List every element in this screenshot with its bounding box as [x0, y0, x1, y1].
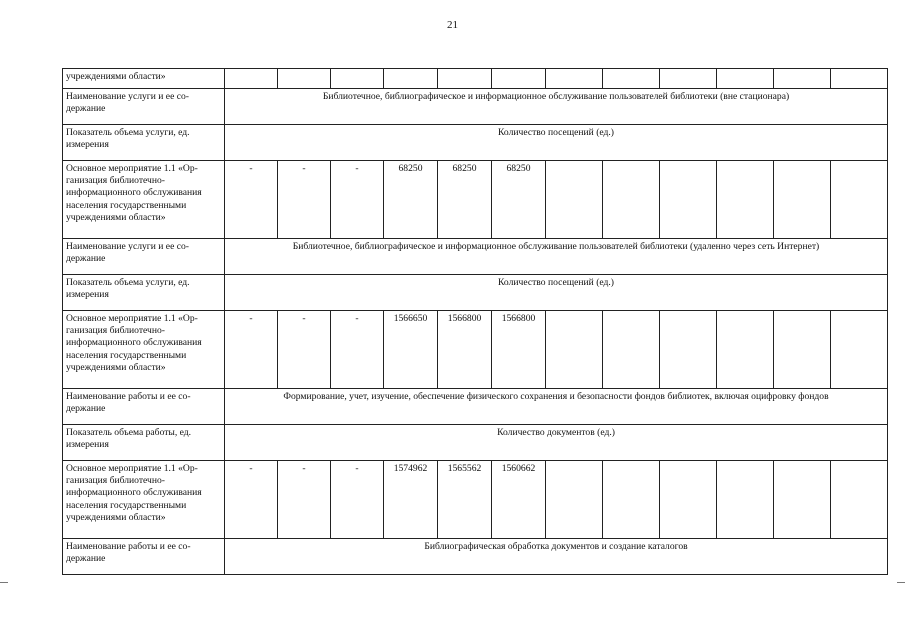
value-cell — [603, 161, 660, 239]
empty-cell — [278, 69, 331, 89]
table-row-name — [63, 389, 888, 425]
table-row-indicator — [63, 275, 888, 311]
empty-cell — [603, 69, 660, 89]
value-cell — [546, 311, 603, 389]
value-cell: - — [331, 161, 384, 239]
empty-cell — [331, 69, 384, 89]
value-cell — [546, 161, 603, 239]
indicator-cell: Количество посещений (ед.) — [225, 275, 888, 311]
value-cell: - — [331, 461, 384, 539]
value-cell — [831, 311, 888, 389]
value-cell: - — [225, 461, 278, 539]
table-row-name — [63, 89, 888, 125]
value-cell — [717, 311, 774, 389]
value-cell — [774, 311, 831, 389]
value-cell — [774, 161, 831, 239]
empty-cell — [774, 69, 831, 89]
row-label: Основное мероприятие 1.1 «Ор-ганизация библиотечно-информационного обслуживания населения государственными учреждениями области» — [63, 311, 225, 389]
row-label: Показатель объема работы, ед. измерения — [63, 425, 225, 461]
row-label: Основное мероприятие 1.1 «Ор-ганизация библиотечно-информационного обслуживания населения государственными учреждениями области» — [63, 161, 225, 239]
value-cell: 1574962 — [384, 461, 438, 539]
value-cell — [831, 461, 888, 539]
table-row-continuation — [63, 69, 888, 89]
value-cell: 1560662 — [492, 461, 546, 539]
value-cell: - — [278, 461, 331, 539]
empty-cell — [546, 69, 603, 89]
value-cell: - — [225, 311, 278, 389]
left-edge-mark — [0, 582, 8, 583]
empty-cell — [492, 69, 546, 89]
page-number: 21 — [447, 19, 458, 31]
value-cell — [546, 461, 603, 539]
service-name-cell: Библиотечное, библиографическое и информационное обслуживание пользователей библиотеки (вне стационара) — [225, 89, 888, 125]
indicator-cell: Количество документов (ед.) — [225, 425, 888, 461]
value-cell: - — [225, 161, 278, 239]
table-row-indicator — [63, 425, 888, 461]
row-label: Показатель объема услуги, ед. измерения — [63, 275, 225, 311]
indicator-cell: Количество посещений (ед.) — [225, 125, 888, 161]
service-name-cell: Библиографическая обработка документов и создание каталогов — [225, 539, 888, 575]
value-cell — [831, 161, 888, 239]
row-label: Наименование работы и ее со-держание — [63, 539, 225, 575]
table-row-measure — [63, 461, 888, 539]
row-label: Показатель объема услуги, ед. измерения — [63, 125, 225, 161]
row-label: Наименование работы и ее со-держание — [63, 389, 225, 425]
value-cell — [603, 461, 660, 539]
value-cell — [603, 311, 660, 389]
empty-cell — [438, 69, 492, 89]
value-cell — [717, 161, 774, 239]
row-label: Наименование услуги и ее со-держание — [63, 239, 225, 275]
empty-cell — [717, 69, 774, 89]
table-row-name — [63, 239, 888, 275]
program-table — [62, 68, 888, 575]
value-cell — [717, 461, 774, 539]
value-cell — [660, 311, 717, 389]
table-row-indicator — [63, 125, 888, 161]
value-cell: 68250 — [384, 161, 438, 239]
value-cell — [660, 461, 717, 539]
table-row-measure — [63, 311, 888, 389]
right-edge-mark — [897, 582, 905, 583]
empty-cell — [831, 69, 888, 89]
row-label: Основное мероприятие 1.1 «Ор-ганизация библиотечно-информационного обслуживания населения государственными учреждениями области» — [63, 461, 225, 539]
empty-cell — [660, 69, 717, 89]
table-row-name — [63, 539, 888, 575]
value-cell: 68250 — [438, 161, 492, 239]
value-cell: 1566650 — [384, 311, 438, 389]
empty-cell — [384, 69, 438, 89]
table-row-measure — [63, 161, 888, 239]
value-cell: 1566800 — [438, 311, 492, 389]
value-cell: 68250 — [492, 161, 546, 239]
value-cell: 1566800 — [492, 311, 546, 389]
service-name-cell: Библиотечное, библиографическое и информационное обслуживание пользователей библиотеки (удаленно через сеть Интернет) — [225, 239, 888, 275]
value-cell — [774, 461, 831, 539]
value-cell: 1565562 — [438, 461, 492, 539]
empty-cell — [225, 69, 278, 89]
row-label: Наименование услуги и ее со-держание — [63, 89, 225, 125]
value-cell: - — [278, 161, 331, 239]
value-cell — [660, 161, 717, 239]
value-cell: - — [278, 311, 331, 389]
service-name-cell: Формирование, учет, изучение, обеспечение физического сохранения и безопасности фондов библиотек, включая оцифровку фондов — [225, 389, 888, 425]
value-cell: - — [331, 311, 384, 389]
row-label: учреждениями области» — [63, 69, 225, 89]
